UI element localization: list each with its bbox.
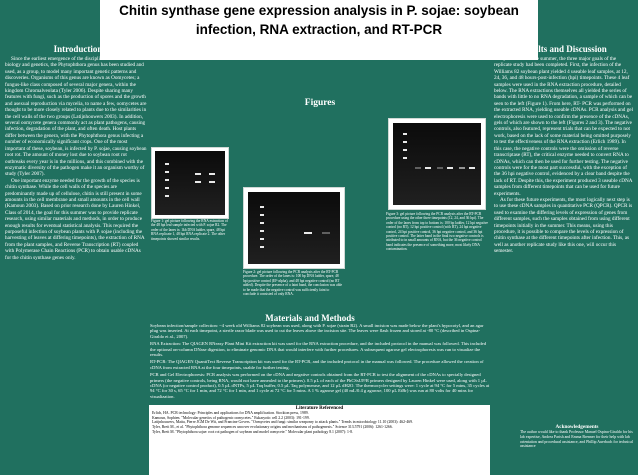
gel-photo xyxy=(248,192,340,264)
figures-heading: Figures xyxy=(304,98,336,108)
results-body xyxy=(494,56,634,255)
poster-title-line-1: Chitin synthase gene expression analysis in P. sojae: soybean xyxy=(119,3,519,18)
acknowledgements-text: The author would like to thank Professor Manuel Ospina-Giraldo for his lab expertise, Andrea Parish and Emma Brenner for their help with lab orientation and procedural assistance, and Phillip Auerbach for technical assistance xyxy=(520,430,633,449)
reference-item: Tyler, Brett M., et al. "Phytophthora genome sequences uncover evolutionary origins and mechanisms of pathogenesis." Science 313.5791 (2006): 1261-1266. xyxy=(152,425,393,430)
results-paragraph-2: As for these future experiments, the most logically next step is to use these cDNA samples in quantitative PCR (QPCR). QPCR is used to examine the differing levels of expression of genes from different samples, such the samples obtained from using different timepoints initially in the summer. This means, using this procedure, it is possible to compare the levels of expression of chitin synthase at the different timepoints after infection. This, as well as another replicate study like this one, will occur this semester. xyxy=(494,196,633,255)
reference-item: Latijnhouwers, Maita, Pierre JGM De Wit, and Francine Govers. "Oomycetes and fungi: similar weaponry to attack plants." Trends in microbiology 11.10 (2003): 462-469. xyxy=(152,420,413,425)
methods-heading: Materials and Methods xyxy=(265,313,355,323)
methods-rt-pcr: RT-PCR: The QIAGEN QuantiTect Reverse Transcription kit was used for the RT-PCR, and the included protocol in the manual was followed. The procedure allowed the creation of cDNA from extracted RNA at the four timepoints, usable for further testing. xyxy=(150,359,484,370)
gel-photo xyxy=(393,123,481,205)
figure-2-caption: Figure 2: gel picture following the PCR analysis after the RT-PCR procedure. The order of the lanes is: 100 bp DNA ladder, spare, 48 hpi positive control (EF-alpha), and 48 hpi negative control (no RT added). Despite the presence of a faint band, the conclusion was able to be made that the negative control was sufficiently faint to conclude it consisted of only RNA. xyxy=(243,270,343,297)
methods-body xyxy=(150,323,490,399)
methods-pcr-gel: PCR and Gel Electrophoresis: PCR analysis was performed on the cDNA and negative controls obtained from the RT-PCR to test the alignment of the cDNAs to specially designed primers (the negative controls, being RNA, would not have annealed to the primers). 0.5 µL of each of the PhCSsUP/R primers designed by Lauren Hinkel were used, along with 1 µL cDNA (or negative control product), 0.5 µL dNTPs, 5 µL Taq buffer, 0.5 µL Taq polymerase, and 12 µL dH2O. The thermocycler settings were: 1 cycle at 94 °C for 5 mins, 35 cycles at 94 °C for 30 s, 65 °C for 1 min, and 72 °C for 1 min, and 1 cycle at 72 °C for 5 mins. A 1 % agarose gel (40 mL/0.4 g agarose, 100 µL EtBr) was run at 80 volts for 40 mins for visualization. xyxy=(150,372,490,399)
introduction-body xyxy=(5,56,147,261)
figure-3-caption: Figure 3: gel picture following the PCR analysis after the RT-PCR procedure using the other three timepoints (12, 24, and 36 hpi). The order of the lanes from top to bottom is: 100 bp ladder, 12 hpi negative control (no RT), 12 hpi positive control (with RT), 24 hpi negative control, 24 hpi positive control, 36 hpi negative control, and 36 hpi positive control. The latter band in the final two negative controls is attributed to in small amounts of RNA, but the 36 negative control band indicates the presence of something more, most likely DNA contamination. xyxy=(386,212,488,252)
introduction-paragraph-2: One important enzyme needed for the growth of the species is chitin synthase. While the cell walls of the species are predominantly made up of cellulose, chitin is still present in some amounts in the cell membrane and small amounts in the cell wall (Kamoun 2003). Based on prior research done by Lauren Hinkel, Class of 2014, the goal for this summer was to provide replicate research, using similar materials and methods, in order to produce enough results for eventual statistical analysis. This required the purposeful infection of soybean plants with P. sojae (including the harvesting of leaves at differing timepoints), the extraction of RNA from the plant samples, and Reverse Transcription (RT) coupled with Polymerase Chain Reactions (PCR) to obtain usable cDNAs for the chitin synthase genes only. xyxy=(5,177,145,261)
results-paragraph-1: By the close of the summer, the three major goals of the replicate study had been completed. First, the infection of the Williams 82 soybean plant yielded 4 useable leaf samples, at 12, 24, 36, and 48 hours-post-infection (hpi) timepoints. These 4 leaf samples were used in the RNA extraction procedure, detailed below. The RNA extractions themselves all yielded the series of bands with little to no RNA degradation, a sample of which can be seen to the left (Figure 1). From here, RT- PCR was performed on the extracted RNA, yielding useable cDNAs. PCR analysis and gel electrophoresis were used to confirm the presence of the cDNAs, gels of which are shown to the left (Figures 2 and 3). The negative controls, also featured, represent trials that can be expected to not work, based on the lack of some material being omitted purposely to test the effectiveness of the RNA extraction (Erlich 1989). In this case, the negative controls were the omission of reverse transcriptase (RT), the critical enzyme needed to convert RNA to cDNAs, which can then be used for further testing. The negative controls were for the most part successful, with the exception of the 36 hpi negative control, evidenced by a clear band despite the lack of RT. Despite this, the experiment produced 3 useable cDNA samples from different timepoints that can be used for future experiments. xyxy=(494,56,634,197)
figure-2-gel-image xyxy=(243,187,345,269)
reference-item: Erlich, HA. PCR technology: Principles and applications for DNA amplification. Stockton press, 1989. xyxy=(152,411,309,415)
gel-photo xyxy=(155,151,225,215)
methods-rna-extraction: RNA Extraction: The QIAGEN RNeasy Plant Mini Kit extraction kit was used for the RNA extraction procedure, and the included protocol in the manual was followed. This included the optional on-column DNase digestion, to eliminate genomic DNA that would interfere with further procedures. A subsequent agarose gel electrophoresis was run to visualize the results. xyxy=(150,341,486,358)
figure-1-caption: Figure 1: gel picture following the RNA extraction of the 48 hpi leaf sample infected with P. sojae R2. The order of the lanes is: 1kb DNA ladder, spare, 48 hpi RNA replicate 1, 48 hpi RNA replicate 2. The other timepoints showed similar results. xyxy=(151,219,228,241)
figure-3-gel-image xyxy=(388,118,486,210)
introduction-paragraph-1: Since the earliest emergence of the disciplines of molecular biology and genetics, the Phytophthora genus has been studied and used, as a group, to model many important genetic patterns and discoveries. Organisms of this genus are known as Oomycetes; a fungus-like class composed of several major genera, within the kingdom Chromalveolata (Tyler 2006). Despite sharing many features with fungi, such as the production of spores and the growth and asexual reproduction via mycelia, to name a few, oomycetes are thought to be more closely related to plants due to the similarities in the cell walls of the two groups (Latijnhouwers 2003). In addition, several oomycete genera commonly act as plant pathogens, causing infection, degradation of the plant, and often death. Host plants differ between the genera, with the Phytophthora genus infecting a number of economically significant crops. One of the most important of these, soybean, is infected by P. sojae, causing soybean root rot. The amount of money lost due to soybean root rot outbreaks every year is in the millions, and this combined with the enzymatic diversity of the pathogen make it an organism worthy of study (Tyler 2007). xyxy=(5,56,147,178)
literature-heading: Literature Referenced xyxy=(295,406,344,411)
acknowledgements-heading: Acknowledgements xyxy=(555,424,599,430)
reference-item: Kamoun, Sophien. "Molecular genetics of pathogenic oomycetes." Eukaryotic cell 2.2 (2003): 191-199. xyxy=(152,415,310,420)
literature-box xyxy=(149,405,490,475)
figure-1-gel-image xyxy=(151,147,229,219)
results-heading: Results and Discussion xyxy=(519,44,607,54)
acknowledgements-section xyxy=(520,424,634,449)
reference-item: Tyler, Brett M. "Phytophthora sojae: root rot pathogen of soybean and model oomycete." Molecular plant pathology 8.1 (2007): 1-8. xyxy=(152,429,354,434)
literature-list xyxy=(149,411,490,435)
methods-soybean-infection: Soybean infection/sample collection: ~4 week old Williams 82 soybean was used, along with P. sojae (strain R2). A small incision was made below the plant's hypocotyl, and an agar plug was inserted. At each timepoint, a sterile razor blade was used to cut the leaves above the incision site. The leaves were flash frozen and stored at -80 °C (described in Ospina-Giraldo et al., 2007). xyxy=(150,323,484,339)
poster-title-line-2: infection, RNA extraction, and RT-PCR xyxy=(195,22,443,37)
author-name: Brandon Ross xyxy=(275,38,365,54)
introduction-heading: Introduction xyxy=(53,44,103,54)
